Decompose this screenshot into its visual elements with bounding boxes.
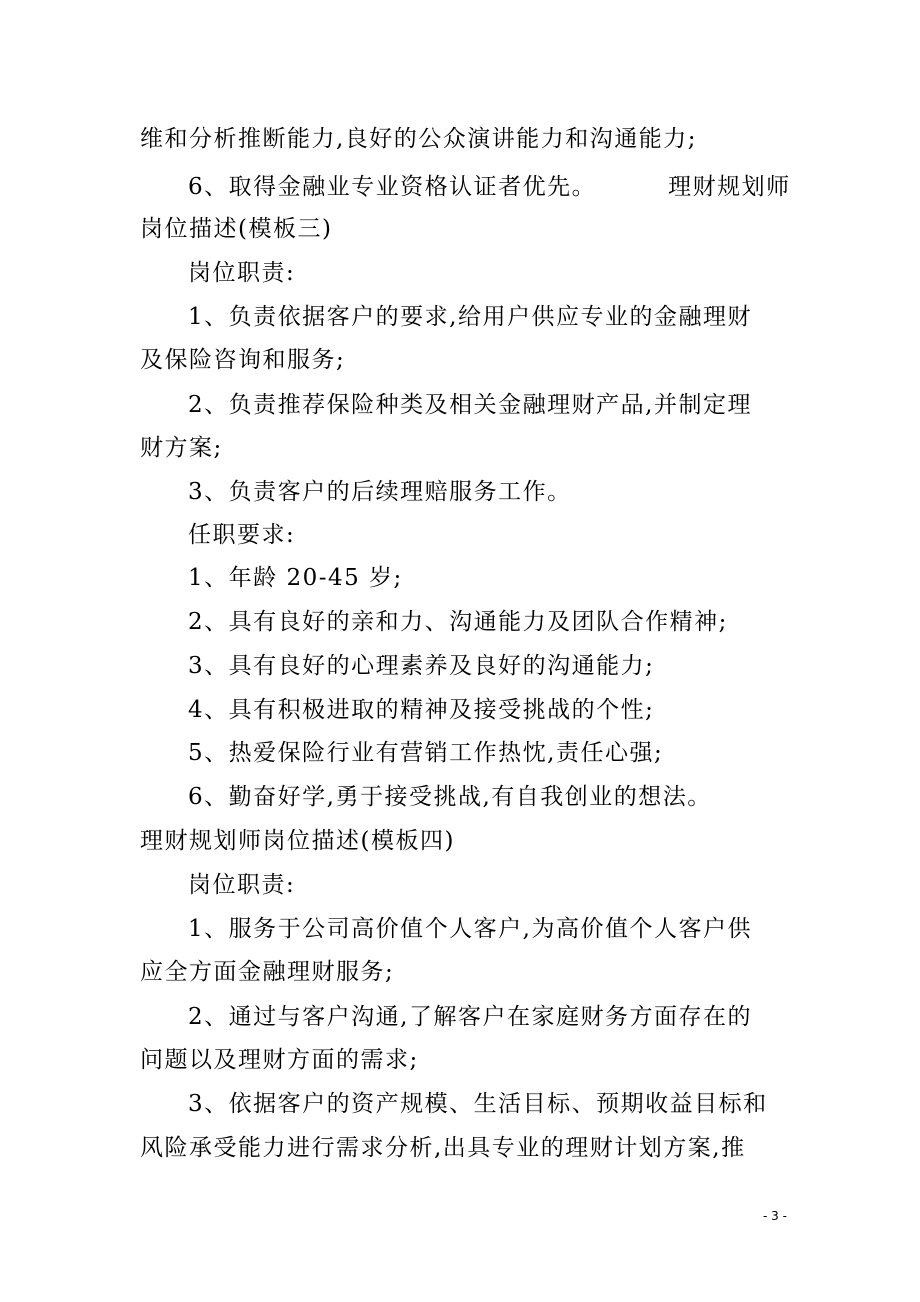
text-line: 应全方面金融理财服务; (140, 959, 395, 985)
text-line: 及保险咨询和服务; (140, 347, 346, 373)
text-line: 3、依据客户的资产规模、生活目标、预期收益目标和 (188, 1091, 768, 1117)
text-line: 5、热爱保险行业有营销工作热忱,责任心强; (188, 740, 664, 766)
subheading: 岗位职责: (188, 872, 296, 898)
text-line: 风险承受能力进行需求分析,出具专业的理财计划方案,推 (140, 1135, 746, 1161)
text-line: 4、具有积极进取的精神及接受挑战的个性; (188, 697, 655, 723)
text-line: 3、具有良好的心理素养及良好的沟通能力; (188, 653, 655, 679)
subheading: 岗位职责: (188, 260, 296, 286)
subheading: 任职要求: (188, 522, 296, 548)
text-line: 1、年龄 20-45 岁; (188, 565, 403, 591)
text-line: 问题以及理财方面的需求; (140, 1047, 419, 1073)
text-line: 2、负责推荐保险种类及相关金融理财产品,并制定理 (188, 392, 752, 418)
section-heading: 理财规划师岗位描述(模板四) (140, 828, 455, 854)
section-heading: 岗位描述(模板三) (140, 216, 333, 242)
text-line: 1、负责依据客户的要求,给用户供应专业的金融理财 (188, 304, 752, 330)
text-line (188, 172, 791, 202)
text-segment: 6、取得金融业专业资格认证者优先。 (188, 174, 597, 200)
text-line: 1、服务于公司高价值个人客户,为高价值个人客户供 (188, 916, 752, 942)
text-line: 维和分析推断能力,良好的公众演讲能力和沟通能力; (140, 126, 698, 152)
text-line: 6、勤奋好学,勇于接受挑战,有自我创业的想法。 (188, 784, 712, 810)
text-line: 2、具有良好的亲和力、沟通能力及团队合作精神; (188, 609, 728, 635)
text-segment: 理财规划师 (668, 174, 791, 200)
page-number: - 3 - (763, 1209, 787, 1223)
text-line: 2、通过与客户沟通,了解客户在家庭财务方面存在的 (188, 1004, 752, 1030)
text-line: 3、负责客户的后续理赔服务工作。 (188, 479, 572, 505)
text-line: 财方案; (140, 435, 223, 461)
